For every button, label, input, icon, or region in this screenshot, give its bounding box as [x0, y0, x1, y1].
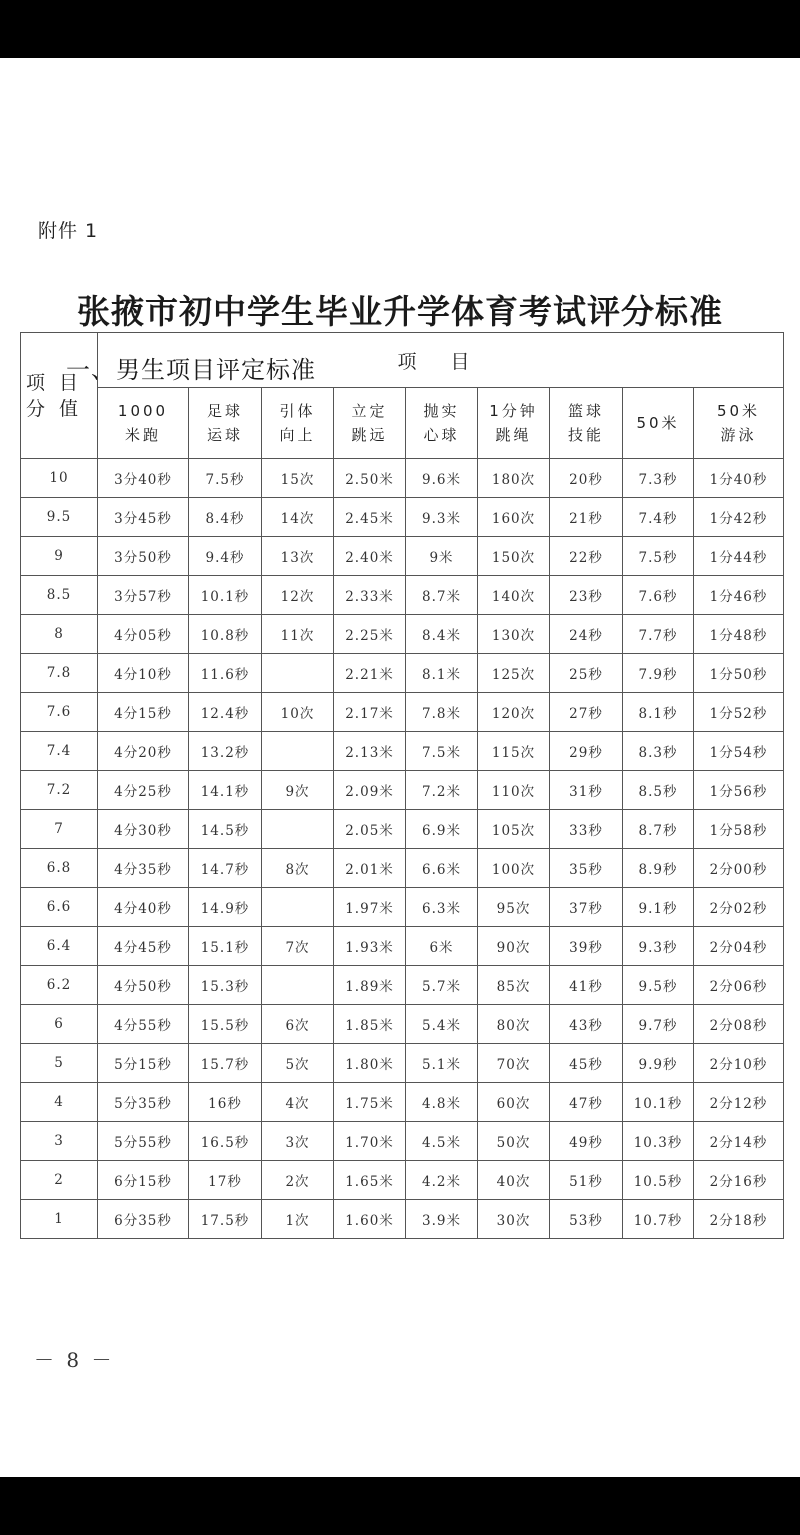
- value-cell: 2.01米: [334, 849, 406, 888]
- value-cell: 4.8米: [406, 1083, 478, 1122]
- value-cell: 9.5秒: [623, 966, 694, 1005]
- value-cell: 5.7米: [406, 966, 478, 1005]
- document-title: 张掖市初中学生毕业升学体育考试评分标准: [77, 292, 723, 331]
- value-cell: 7.5秒: [189, 459, 262, 498]
- value-cell: 8.4米: [406, 615, 478, 654]
- value-cell: 3分57秒: [98, 576, 189, 615]
- score-cell: 8.5: [21, 576, 98, 615]
- value-cell: 4分45秒: [98, 927, 189, 966]
- value-cell: 14.7秒: [189, 849, 262, 888]
- value-cell: 3分45秒: [98, 498, 189, 537]
- value-cell: 2次: [262, 1161, 334, 1200]
- value-cell: 1.97米: [334, 888, 406, 927]
- value-cell: 5分55秒: [98, 1122, 189, 1161]
- score-cell: 7.4: [21, 732, 98, 771]
- table-row: [21, 888, 784, 927]
- score-cell: 9: [21, 537, 98, 576]
- value-cell: 95次: [478, 888, 550, 927]
- column-header: [478, 388, 550, 459]
- column-header: [406, 388, 478, 459]
- value-cell: 4分10秒: [98, 654, 189, 693]
- score-cell: 6.8: [21, 849, 98, 888]
- value-cell: 4分55秒: [98, 1005, 189, 1044]
- scoring-table: [20, 332, 784, 1239]
- value-cell: 8.1米: [406, 654, 478, 693]
- value-cell: 1分48秒: [694, 615, 784, 654]
- table-row: [21, 732, 784, 771]
- value-cell: 2.21米: [334, 654, 406, 693]
- value-cell: 14.9秒: [189, 888, 262, 927]
- value-cell: [262, 888, 334, 927]
- value-cell: 1.80米: [334, 1044, 406, 1083]
- value-cell: 2分16秒: [694, 1161, 784, 1200]
- table-row: [21, 927, 784, 966]
- value-cell: 2.33米: [334, 576, 406, 615]
- column-header-line: 游泳: [720, 426, 757, 444]
- column-header-line: 跳绳: [495, 426, 532, 444]
- value-cell: 6分35秒: [98, 1200, 189, 1239]
- corner-label-top: 项目: [25, 371, 92, 394]
- value-cell: 10.8秒: [189, 615, 262, 654]
- column-header-line: 技能: [567, 426, 604, 444]
- value-cell: 17.5秒: [189, 1200, 262, 1239]
- column-header: [262, 388, 334, 459]
- score-cell: 6: [21, 1005, 98, 1044]
- table-row: [21, 771, 784, 810]
- group-header: 项 目: [98, 333, 784, 388]
- score-cell: 6.6: [21, 888, 98, 927]
- value-cell: [262, 966, 334, 1005]
- column-header: [334, 388, 406, 459]
- value-cell: 5分15秒: [98, 1044, 189, 1083]
- score-cell: 6.2: [21, 966, 98, 1005]
- value-cell: 6米: [406, 927, 478, 966]
- column-header-line: 50米: [716, 402, 761, 420]
- value-cell: 8.7秒: [623, 810, 694, 849]
- value-cell: 2分08秒: [694, 1005, 784, 1044]
- value-cell: 2分12秒: [694, 1083, 784, 1122]
- value-cell: 2分14秒: [694, 1122, 784, 1161]
- value-cell: 1.75米: [334, 1083, 406, 1122]
- top-black-bar: [0, 0, 800, 58]
- value-cell: 1.60米: [334, 1200, 406, 1239]
- table-row: [21, 537, 784, 576]
- section-title: 一、男生项目评定标准: [66, 356, 316, 384]
- value-cell: 125次: [478, 654, 550, 693]
- value-cell: 49秒: [550, 1122, 623, 1161]
- value-cell: 50次: [478, 1122, 550, 1161]
- column-header: [98, 388, 189, 459]
- value-cell: 10次: [262, 693, 334, 732]
- corner-header: [21, 333, 98, 459]
- column-header-line: 50米: [636, 414, 680, 432]
- value-cell: 1分56秒: [694, 771, 784, 810]
- value-cell: 100次: [478, 849, 550, 888]
- value-cell: 1分42秒: [694, 498, 784, 537]
- value-cell: 180次: [478, 459, 550, 498]
- table-row: [21, 498, 784, 537]
- value-cell: 90次: [478, 927, 550, 966]
- value-cell: 70次: [478, 1044, 550, 1083]
- value-cell: 10.1秒: [189, 576, 262, 615]
- score-cell: 1: [21, 1200, 98, 1239]
- value-cell: 27秒: [550, 693, 623, 732]
- value-cell: 110次: [478, 771, 550, 810]
- value-cell: 40次: [478, 1161, 550, 1200]
- column-header-line: 跳远: [351, 426, 388, 444]
- attachment-label: 附件 1: [38, 220, 99, 242]
- value-cell: 2分06秒: [694, 966, 784, 1005]
- value-cell: 9.6米: [406, 459, 478, 498]
- value-cell: 9次: [262, 771, 334, 810]
- value-cell: 7次: [262, 927, 334, 966]
- score-cell: 9.5: [21, 498, 98, 537]
- value-cell: 2分10秒: [694, 1044, 784, 1083]
- value-cell: 130次: [478, 615, 550, 654]
- value-cell: 11次: [262, 615, 334, 654]
- value-cell: 1.70米: [334, 1122, 406, 1161]
- value-cell: 15.3秒: [189, 966, 262, 1005]
- table-row: [21, 966, 784, 1005]
- value-cell: [262, 810, 334, 849]
- value-cell: 9.4秒: [189, 537, 262, 576]
- value-cell: 1分46秒: [694, 576, 784, 615]
- table-row: [21, 849, 784, 888]
- table-header: [21, 333, 784, 459]
- table-row: [21, 810, 784, 849]
- value-cell: 4次: [262, 1083, 334, 1122]
- value-cell: 4分40秒: [98, 888, 189, 927]
- column-header-line: 篮球: [567, 402, 604, 420]
- value-cell: 1.65米: [334, 1161, 406, 1200]
- value-cell: 45秒: [550, 1044, 623, 1083]
- value-cell: 2分18秒: [694, 1200, 784, 1239]
- value-cell: 20秒: [550, 459, 623, 498]
- value-cell: [262, 732, 334, 771]
- column-header-line: 足球: [206, 402, 243, 420]
- value-cell: 17秒: [189, 1161, 262, 1200]
- value-cell: 3次: [262, 1122, 334, 1161]
- value-cell: 1.89米: [334, 966, 406, 1005]
- value-cell: 13次: [262, 537, 334, 576]
- table-row: [21, 1083, 784, 1122]
- column-header-line: 抛实: [423, 402, 460, 420]
- value-cell: 9米: [406, 537, 478, 576]
- value-cell: 4.2米: [406, 1161, 478, 1200]
- score-cell: 8: [21, 615, 98, 654]
- value-cell: 15次: [262, 459, 334, 498]
- value-cell: 10.1秒: [623, 1083, 694, 1122]
- value-cell: 29秒: [550, 732, 623, 771]
- value-cell: 4分15秒: [98, 693, 189, 732]
- column-header-line: 引体: [279, 402, 316, 420]
- value-cell: 8.1秒: [623, 693, 694, 732]
- table-row: [21, 1005, 784, 1044]
- value-cell: 16秒: [189, 1083, 262, 1122]
- column-header: [550, 388, 623, 459]
- value-cell: 14次: [262, 498, 334, 537]
- value-cell: 47秒: [550, 1083, 623, 1122]
- value-cell: 10.5秒: [623, 1161, 694, 1200]
- value-cell: 12次: [262, 576, 334, 615]
- value-cell: 7.3秒: [623, 459, 694, 498]
- value-cell: 6.6米: [406, 849, 478, 888]
- value-cell: 7.5米: [406, 732, 478, 771]
- value-cell: 1次: [262, 1200, 334, 1239]
- value-cell: 15.7秒: [189, 1044, 262, 1083]
- column-header-line: 运球: [206, 426, 243, 444]
- value-cell: 22秒: [550, 537, 623, 576]
- value-cell: 80次: [478, 1005, 550, 1044]
- value-cell: 10.3秒: [623, 1122, 694, 1161]
- value-cell: 4分20秒: [98, 732, 189, 771]
- value-cell: 8.7米: [406, 576, 478, 615]
- score-cell: 7.2: [21, 771, 98, 810]
- value-cell: 1.93米: [334, 927, 406, 966]
- table-row: [21, 654, 784, 693]
- value-cell: 21秒: [550, 498, 623, 537]
- column-header-line: 立定: [351, 402, 388, 420]
- column-header-line: 向上: [279, 426, 316, 444]
- value-cell: 14.1秒: [189, 771, 262, 810]
- value-cell: 11.6秒: [189, 654, 262, 693]
- column-header-line: 米跑: [124, 426, 161, 444]
- value-cell: 23秒: [550, 576, 623, 615]
- table-row: [21, 1161, 784, 1200]
- value-cell: 4分25秒: [98, 771, 189, 810]
- value-cell: 5分35秒: [98, 1083, 189, 1122]
- value-cell: 37秒: [550, 888, 623, 927]
- value-cell: 2.45米: [334, 498, 406, 537]
- value-cell: 24秒: [550, 615, 623, 654]
- value-cell: 15.1秒: [189, 927, 262, 966]
- value-cell: 35秒: [550, 849, 623, 888]
- table-row: [21, 615, 784, 654]
- value-cell: 30次: [478, 1200, 550, 1239]
- value-cell: 2.05米: [334, 810, 406, 849]
- value-cell: 2.13米: [334, 732, 406, 771]
- table-row: [21, 693, 784, 732]
- value-cell: 4分30秒: [98, 810, 189, 849]
- value-cell: 1分52秒: [694, 693, 784, 732]
- value-cell: 12.4秒: [189, 693, 262, 732]
- value-cell: 2分02秒: [694, 888, 784, 927]
- value-cell: 9.3秒: [623, 927, 694, 966]
- value-cell: 7.6秒: [623, 576, 694, 615]
- value-cell: 8.3秒: [623, 732, 694, 771]
- value-cell: 2.17米: [334, 693, 406, 732]
- value-cell: 5.4米: [406, 1005, 478, 1044]
- value-cell: 43秒: [550, 1005, 623, 1044]
- value-cell: 9.1秒: [623, 888, 694, 927]
- value-cell: 7.7秒: [623, 615, 694, 654]
- value-cell: 1分40秒: [694, 459, 784, 498]
- value-cell: 1分50秒: [694, 654, 784, 693]
- value-cell: 7.4秒: [623, 498, 694, 537]
- value-cell: 51秒: [550, 1161, 623, 1200]
- column-header: [189, 388, 262, 459]
- score-cell: 6.4: [21, 927, 98, 966]
- value-cell: 39秒: [550, 927, 623, 966]
- value-cell: 8.9秒: [623, 849, 694, 888]
- value-cell: 160次: [478, 498, 550, 537]
- value-cell: 9.3米: [406, 498, 478, 537]
- table-body: [21, 459, 784, 1239]
- value-cell: 6.9米: [406, 810, 478, 849]
- value-cell: 85次: [478, 966, 550, 1005]
- score-cell: 4: [21, 1083, 98, 1122]
- table-row: [21, 459, 784, 498]
- value-cell: 115次: [478, 732, 550, 771]
- column-header: [623, 388, 694, 459]
- column-header-line: 心球: [423, 426, 460, 444]
- value-cell: 14.5秒: [189, 810, 262, 849]
- value-cell: 1分44秒: [694, 537, 784, 576]
- value-cell: 6次: [262, 1005, 334, 1044]
- value-cell: 2.40米: [334, 537, 406, 576]
- value-cell: 8.5秒: [623, 771, 694, 810]
- value-cell: 2分04秒: [694, 927, 784, 966]
- value-cell: 2.09米: [334, 771, 406, 810]
- value-cell: 41秒: [550, 966, 623, 1005]
- score-cell: 7.8: [21, 654, 98, 693]
- value-cell: 3.9米: [406, 1200, 478, 1239]
- value-cell: 140次: [478, 576, 550, 615]
- value-cell: 105次: [478, 810, 550, 849]
- value-cell: 1.85米: [334, 1005, 406, 1044]
- table-row: [21, 1200, 784, 1239]
- value-cell: 60次: [478, 1083, 550, 1122]
- score-cell: 3: [21, 1122, 98, 1161]
- score-cell: 2: [21, 1161, 98, 1200]
- value-cell: 7.8米: [406, 693, 478, 732]
- value-cell: 2分00秒: [694, 849, 784, 888]
- table-row: [21, 1122, 784, 1161]
- value-cell: 15.5秒: [189, 1005, 262, 1044]
- value-cell: 33秒: [550, 810, 623, 849]
- table-row: [21, 576, 784, 615]
- value-cell: 4.5米: [406, 1122, 478, 1161]
- value-cell: 7.5秒: [623, 537, 694, 576]
- value-cell: 5.1米: [406, 1044, 478, 1083]
- bottom-black-bar: [0, 1477, 800, 1535]
- value-cell: 1分54秒: [694, 732, 784, 771]
- value-cell: 53秒: [550, 1200, 623, 1239]
- value-cell: 7.9秒: [623, 654, 694, 693]
- value-cell: 16.5秒: [189, 1122, 262, 1161]
- value-cell: 3分50秒: [98, 537, 189, 576]
- value-cell: 25秒: [550, 654, 623, 693]
- column-header-line: 1分钟: [489, 402, 538, 420]
- score-cell: 5: [21, 1044, 98, 1083]
- value-cell: 4分35秒: [98, 849, 189, 888]
- value-cell: 4分05秒: [98, 615, 189, 654]
- value-cell: 6分15秒: [98, 1161, 189, 1200]
- value-cell: 2.25米: [334, 615, 406, 654]
- corner-label-bottom: 分值: [25, 397, 92, 420]
- score-cell: 7.6: [21, 693, 98, 732]
- value-cell: 13.2秒: [189, 732, 262, 771]
- column-header-line: 1000: [117, 402, 169, 420]
- score-cell: 10: [21, 459, 98, 498]
- value-cell: 2.50米: [334, 459, 406, 498]
- value-cell: 6.3米: [406, 888, 478, 927]
- column-header-row: [21, 388, 784, 459]
- value-cell: 150次: [478, 537, 550, 576]
- value-cell: 8.4秒: [189, 498, 262, 537]
- value-cell: 7.2米: [406, 771, 478, 810]
- value-cell: 31秒: [550, 771, 623, 810]
- value-cell: 5次: [262, 1044, 334, 1083]
- value-cell: 1分58秒: [694, 810, 784, 849]
- value-cell: 9.9秒: [623, 1044, 694, 1083]
- value-cell: 8次: [262, 849, 334, 888]
- value-cell: 3分40秒: [98, 459, 189, 498]
- value-cell: [262, 654, 334, 693]
- value-cell: 10.7秒: [623, 1200, 694, 1239]
- value-cell: 4分50秒: [98, 966, 189, 1005]
- value-cell: 9.7秒: [623, 1005, 694, 1044]
- page-number: － 8 －: [34, 1348, 115, 1372]
- table-row: [21, 1044, 784, 1083]
- value-cell: 120次: [478, 693, 550, 732]
- column-header: [694, 388, 784, 459]
- score-cell: 7: [21, 810, 98, 849]
